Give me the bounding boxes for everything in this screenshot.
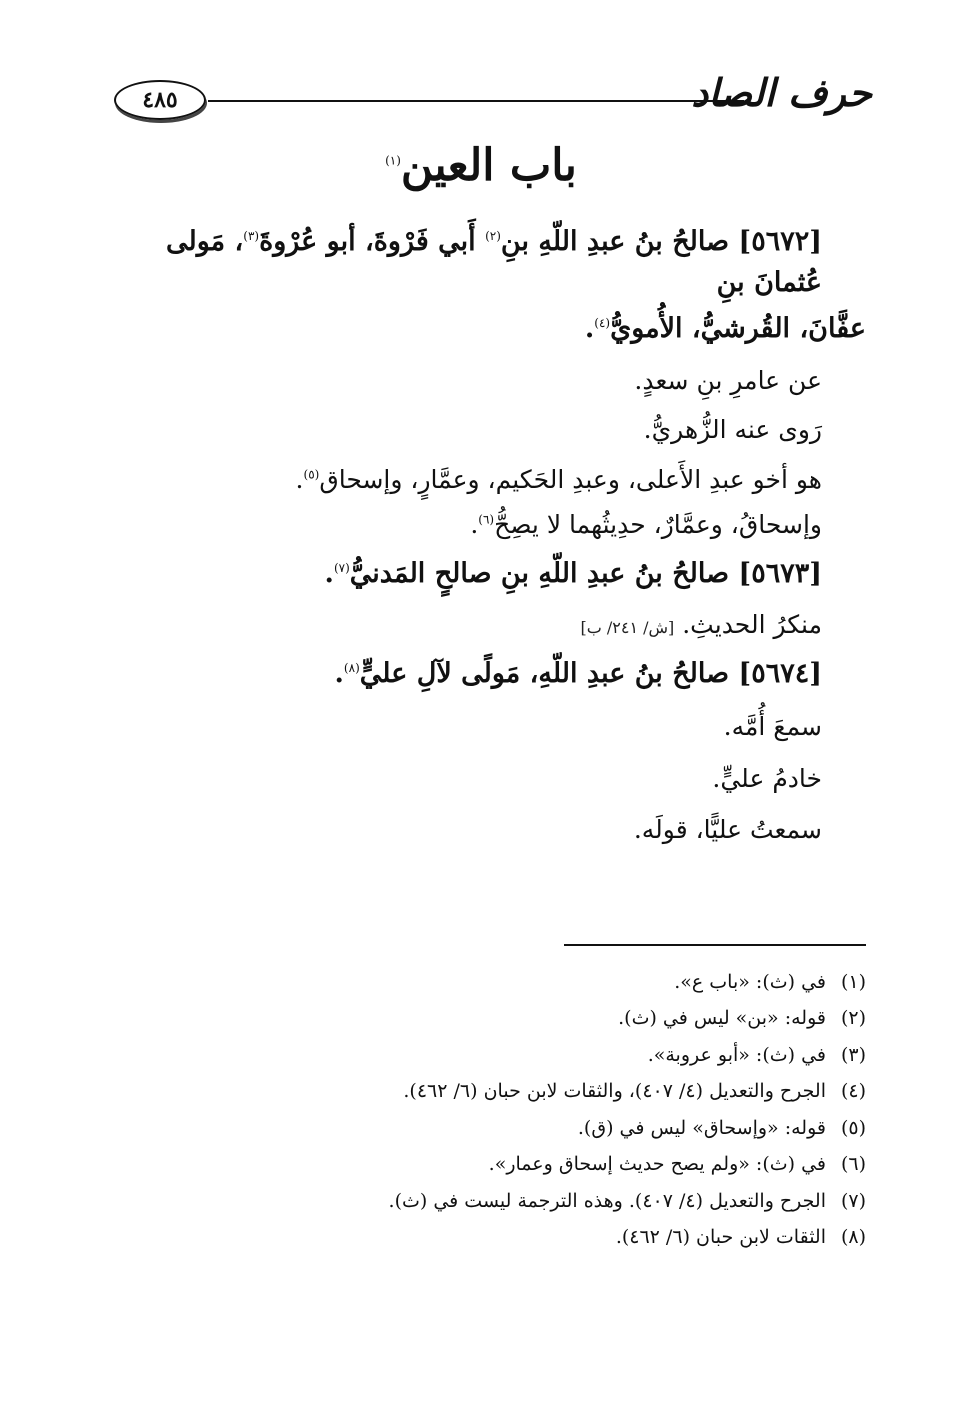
entry-heading: [٥٦٧٤] صالحُ بنُ عبدِ اللّهِ، مَولًى لآلِ عليٍّ$^{(٨)}$. xyxy=(334,657,822,689)
footnote-item xyxy=(96,1146,866,1182)
punctuation: . xyxy=(584,313,595,344)
entry-line xyxy=(96,606,866,644)
footnote-text: الجرح والتعديل (٤/ ٤٠٧). وهذه الترجمة ليست في (ث). xyxy=(388,1189,826,1212)
footnote-text: في (ث): «ولم يصح حديث إسحاق وعمار». xyxy=(488,1153,826,1176)
entry-line-text: منكرُ الحديثِ. xyxy=(682,610,822,639)
entry-heading-text: [٥٦٧٣] صالحُ بنُ عبدِ اللّهِ بنِ صالحٍ المَدنيُّ xyxy=(349,557,822,589)
footnote-text: قوله: «وإسحاق» ليس في (ق). xyxy=(577,1116,826,1139)
footnote-item xyxy=(96,964,866,1000)
footnote-text: في (ث): «باب ع». xyxy=(674,971,826,993)
footnote-number: (٨) xyxy=(840,1226,866,1249)
footnote-number: (٤) xyxy=(840,1080,866,1103)
footnote-number: (٦) xyxy=(840,1153,866,1176)
footnote-text: قوله: «بن» ليس في (ث). xyxy=(618,1007,826,1030)
footnote-ref[interactable]: (٧) xyxy=(333,560,350,575)
entry-heading-text: عفَّانَ، القُرشيُّ، الأُمويُّ xyxy=(610,313,866,344)
entry-line: سمعتُ عليًّا، قولَه. xyxy=(633,815,822,844)
footnote-text: في (ث): «أبو عروبة». xyxy=(647,1043,826,1066)
footnote-text: الجرح والتعديل (٤/ ٤٠٧)، والثقات لابن حبان (٦/ ٤٦٢). xyxy=(403,1080,826,1103)
entry-line: خادمُ عليٍّ. xyxy=(712,763,822,793)
running-header xyxy=(112,72,872,142)
footnote-number: (٥) xyxy=(840,1116,866,1139)
folio-reference: [ش/ ٢٤١/ ب] xyxy=(580,618,675,637)
entry-line: رَوى عنه الزُّهريُّ. xyxy=(643,415,822,444)
footnote-number: (٢) xyxy=(840,1007,866,1030)
entry-heading-continued xyxy=(96,309,866,350)
entry-line: وإسحاقُ، وعمَّارٌ، حدِيثُهما لا يصِحُّ$^{(٦)}$. xyxy=(470,510,822,539)
footnote-item xyxy=(96,1183,866,1219)
footnote-text: الثقات لابن حبان (٦/ ٤٦٢). xyxy=(615,1226,826,1249)
footnote-number: (٧) xyxy=(840,1189,866,1212)
footnote-ref[interactable]: (١) xyxy=(385,153,401,168)
footnote-item xyxy=(96,1073,866,1109)
footnotes-list xyxy=(96,964,866,1256)
chapter-title-text: باب العين xyxy=(400,140,577,191)
entry-line: عن عامرِ بنِ سعدٍ. xyxy=(634,365,822,395)
entry-heading-text: أَبي فَرْوةَ، أبو عُرْوةَ xyxy=(259,226,486,257)
entry-line-text: وإسحاقُ، وعمَّارٌ، حدِيثُهما لا يصِحُّ xyxy=(494,510,822,539)
entry-line-text: هو أخو عبدِ الأَعلى، وعبدِ الحَكيم، وعمَّارٍ، وإسحاق xyxy=(319,464,822,494)
chapter-title xyxy=(0,140,962,193)
running-title: حرف الصاد xyxy=(691,70,872,115)
entry-heading xyxy=(96,222,866,303)
footnote-item xyxy=(96,1037,866,1073)
entry-line: هو أخو عبدِ الأَعلى، وعبدِ الحَكيم، وعمَّارٍ، وإسحاق$^{(٥)}$. xyxy=(295,464,822,494)
footnote-ref[interactable]: (٥) xyxy=(303,467,320,482)
entry-heading: [٥٦٧٣] صالحُ بنُ عبدِ اللّهِ بنِ صالحٍ المَدنيُّ$^{(٧)}$. xyxy=(324,557,822,589)
footnote-ref[interactable]: (٤) xyxy=(594,316,611,330)
footnote-ref[interactable]: (٦) xyxy=(478,512,495,527)
footnote-separator xyxy=(564,944,866,946)
footnote-number: (٣) xyxy=(840,1043,866,1066)
main-text xyxy=(96,222,866,849)
footnote-item xyxy=(96,1110,866,1146)
footnote-item xyxy=(96,1000,866,1036)
entry-heading-text: [٥٦٧٤] صالحُ بنُ عبدِ اللّهِ، مَولًى لآلِ عليٍّ xyxy=(359,657,822,689)
footnote-ref[interactable]: (٢) xyxy=(485,229,501,243)
header-rule xyxy=(208,100,744,102)
entry-heading-text: ، مَولى عُثمانَ بنِ xyxy=(166,226,822,298)
footnote-number: (١) xyxy=(840,971,866,993)
footnote-ref[interactable]: (٣) xyxy=(243,229,260,243)
entry-line: سمعَ أُمَّه. xyxy=(723,712,822,741)
entry-heading-text: [٥٦٧٢] صالحُ بنُ عبدِ اللّهِ بنِ xyxy=(500,226,822,257)
footnote-ref[interactable]: (٨) xyxy=(343,660,360,675)
footnote-item xyxy=(96,1219,866,1255)
page-number: ٤٨٥ xyxy=(114,80,206,120)
